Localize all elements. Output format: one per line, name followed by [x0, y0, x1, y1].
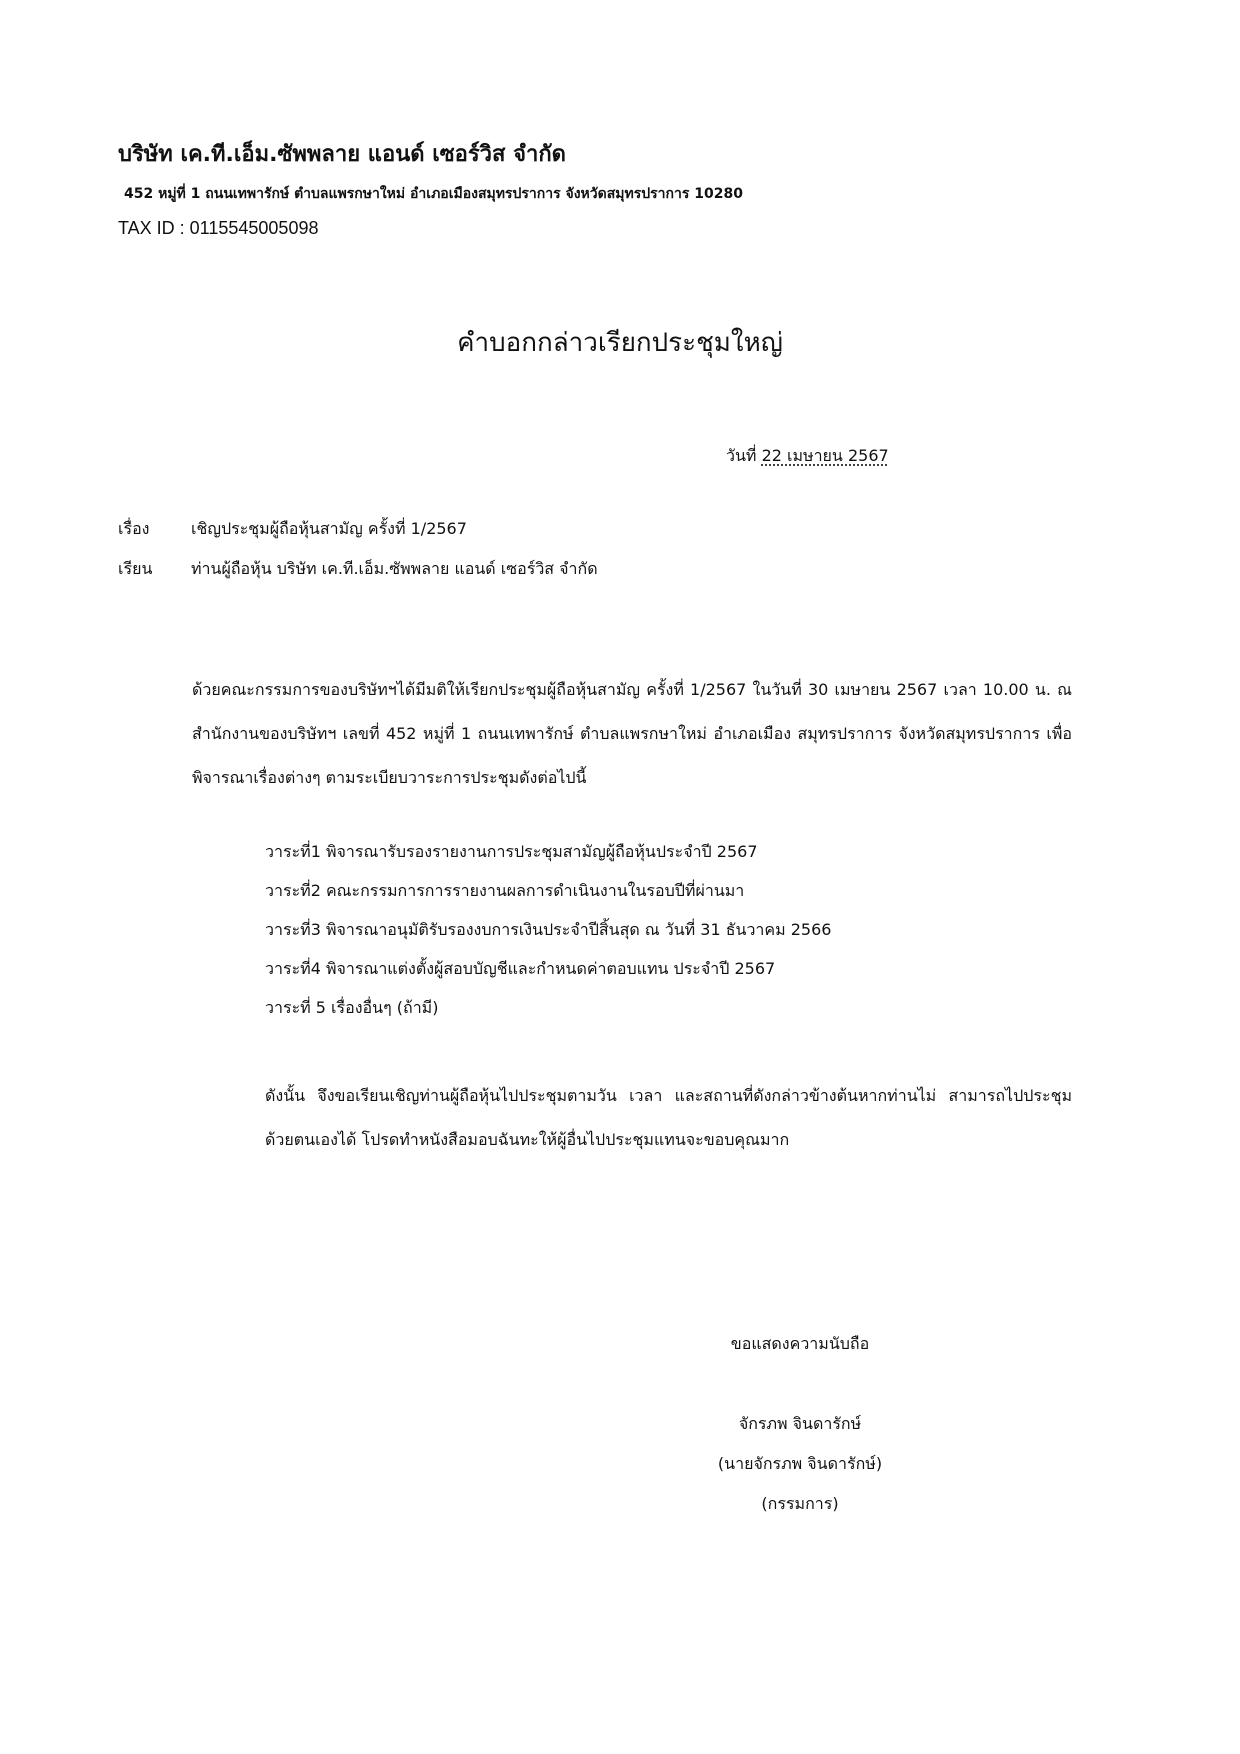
addressee-value: ท่านผู้ถือหุ้น บริษัท เค.ที.เอ็ม.ซัพพลาย แอนด์ เซอร์วิส จำกัด: [191, 559, 598, 578]
signature-block: [700, 1332, 900, 1532]
date-label: วันที่: [726, 446, 757, 465]
body-paragraph: ด้วยคณะกรรมการของบริษัทฯได้มีมติให้เรียกประชุมผู้ถือหุ้นสามัญ ครั้งที่ 1/2567 ในวันที่ 30 เมษายน 2567 เวลา 10.00 น. ณ สำนักงานของบริษัทฯ เลขที่ 452 หมู่ที่ 1 ถนนเทพารักษ์ ตำบลแพรกษาใหม่ อำเภอเมือง สมุทรปราการ จังหวัดสมุทรปราการ เพื่อพิจารณาเรื่องต่างๆ ตามระเบียบวาระการประชุมดังต่อไปนี้: [192, 680, 1072, 787]
subject-label: เรื่อง: [118, 519, 150, 538]
agenda-item: วาระที่2 คณะกรรมการการรายงานผลการดำเนินงานในรอบปีที่ผ่านมา: [265, 881, 745, 900]
subject-value: เชิญประชุมผู้ถือหุ้นสามัญ ครั้งที่ 1/2567: [191, 519, 467, 538]
agenda-item: วาระที่3 พิจารณาอนุมัติรับรองงบการเงินประจำปีสิ้นสุด ณ วันที่ 31 ธันวาคม 2566: [265, 920, 832, 939]
date-line: [726, 444, 889, 469]
agenda-item: วาระที่1 พิจารณารับรองรายงานการประชุมสามัญผู้ถือหุ้นประจำปี 2567: [265, 842, 758, 861]
company-name: บริษัท เค.ที.เอ็ม.ซัพพลาย แอนด์ เซอร์วิส จำกัด: [118, 142, 566, 167]
tax-id: TAX ID : 0115545005098: [118, 218, 319, 238]
document-title: คำบอกกล่าวเรียกประชุมใหญ่: [457, 328, 783, 358]
closing-salutation: ขอแสดงความนับถือ: [730, 1334, 870, 1353]
signer-full-name: (นายจักรภพ จินดารักษ์): [717, 1454, 883, 1473]
signer-signature: จักรภพ จินดารักษ์: [738, 1414, 862, 1433]
agenda-list: [265, 832, 831, 1027]
agenda-item: วาระที่4 พิจารณาแต่งตั้งผู้สอบบัญชีและกำหนดค่าตอบแทน ประจำปี 2567: [265, 959, 776, 978]
addressee-label: เรียน: [118, 559, 153, 578]
date-value: 22 เมษายน 2567: [761, 446, 889, 465]
company-address: 452 หมู่ที่ 1 ถนนเทพารักษ์ ตำบลแพรกษาใหม่ อำเภอเมืองสมุทรปราการ จังหวัดสมุทรปราการ 10280: [124, 186, 743, 202]
signer-position: (กรรมการ): [761, 1494, 839, 1513]
agenda-item: วาระที่ 5 เรื่องอื่นๆ (ถ้ามี): [265, 998, 439, 1017]
closing-paragraph: ดังนั้น จึงขอเรียนเชิญท่านผู้ถือหุ้นไปประชุมตามวัน เวลา และสถานที่ดังกล่าวข้างต้นหากท่านไม่ สามารถไปประชุมด้วยตนเองได้ โปรดทำหนังสือมอบฉันทะให้ผู้อื่นไปประชุมแทนจะขอบคุณมาก: [265, 1086, 1072, 1149]
